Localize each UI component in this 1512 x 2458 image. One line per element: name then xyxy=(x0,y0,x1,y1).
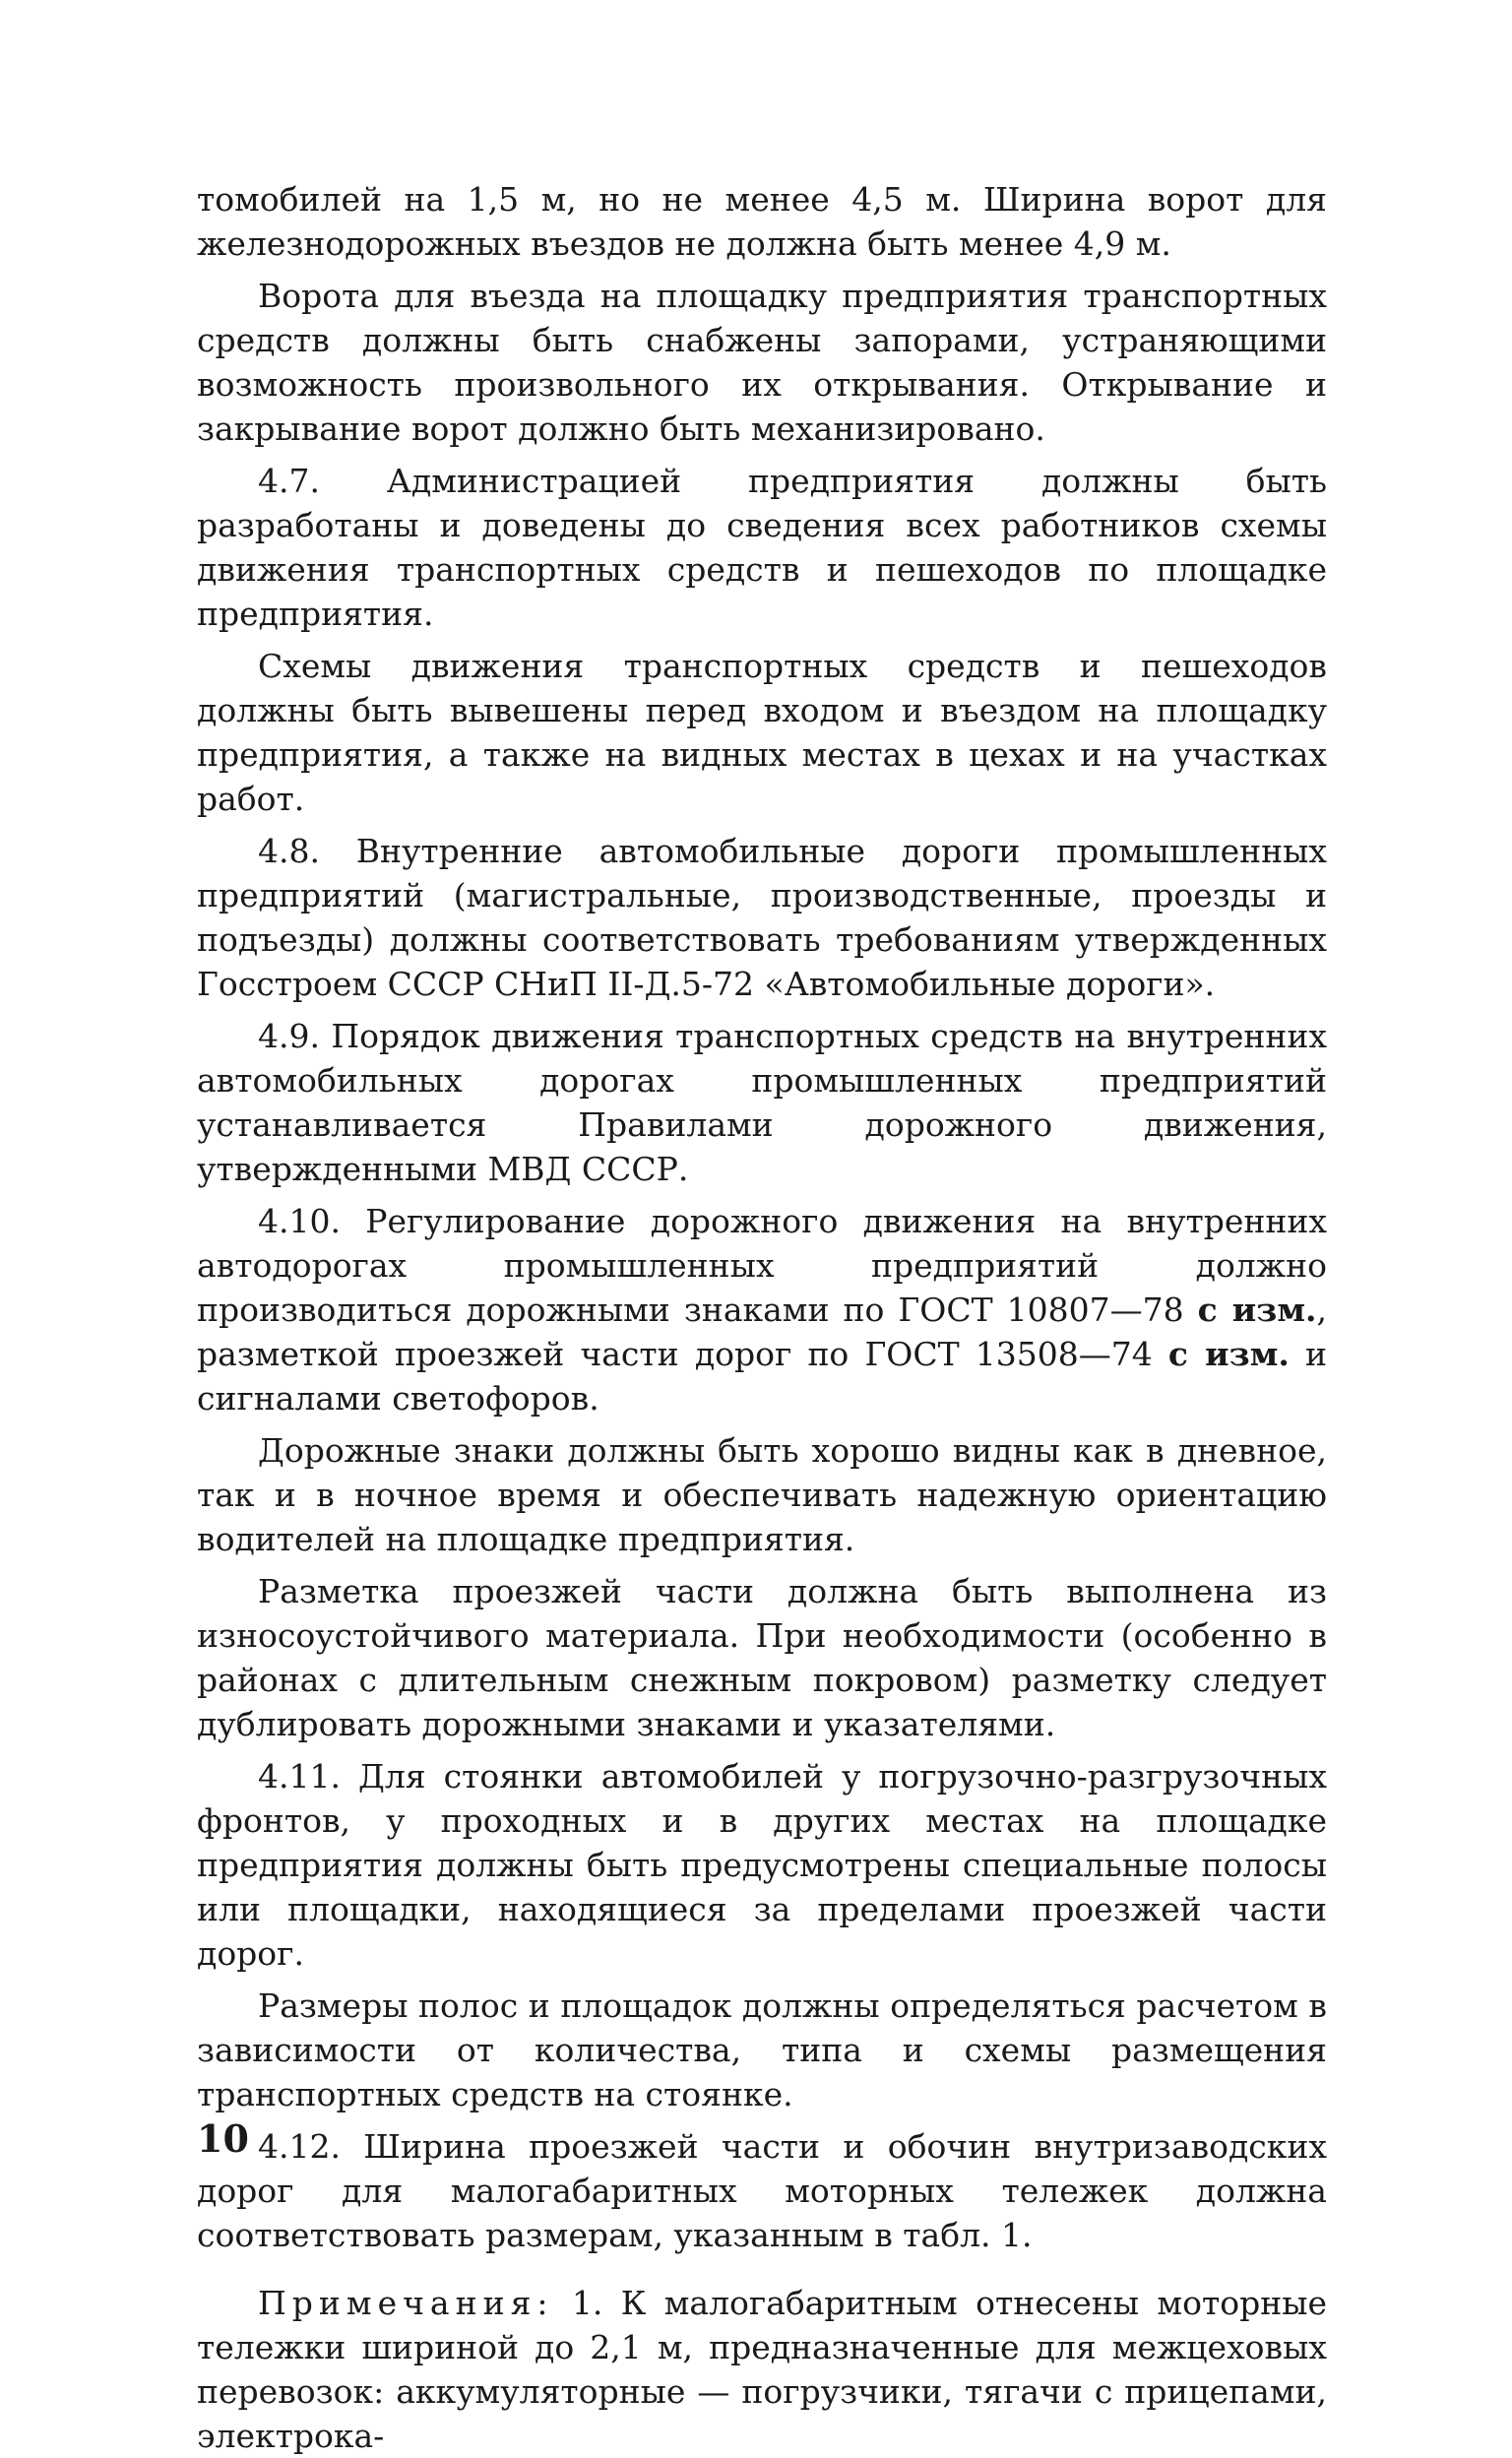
paragraph-marking: Разметка проезжей части должна быть выполнена из износоустойчивого материала. При необходимости (особенно в районах с длительным снежным покровом) разметку следует дублировать дорожными знаками и указателями. xyxy=(197,1572,1327,1743)
paragraph-notes xyxy=(197,2281,1327,2458)
paragraph-4-12: 4.12. Ширина проезжей части и обочин внутризаводских дорог для малогабаритных моторных тележек должна соответствовать размерам, указанным в табл. 1. xyxy=(197,2127,1327,2254)
document-page xyxy=(197,177,1327,2458)
paragraph-gates: Ворота для въезда на площадку предприятия транспортных средств должны быть снабжены запорами, устраняющими возможность произвольного их открывания. Открывание и закрывание ворот должно быть механизировано. xyxy=(197,277,1327,448)
paragraph-continuation: томобилей на 1,5 м, но не менее 4,5 м. Ширина ворот для железнодорожных въездов не должна быть менее 4,9 м. xyxy=(197,180,1327,263)
paragraph-4-10 xyxy=(197,1199,1327,1420)
notes-label: Примечания: xyxy=(258,2284,554,2322)
paragraph-traffic-schemes: Схемы движения транспортных средств и пешеходов должны быть вывешены перед входом и въездом на площадку предприятия, а также на видных местах в цехах и на участках работ. xyxy=(197,647,1327,818)
paragraph-parking-size: Размеры полос и площадок должны определяться расчетом в зависимости от количества, типа и схемы размещения транспортных средств на стоянке. xyxy=(197,1986,1327,2113)
paragraph-4-10-amend-1: с изм. xyxy=(1197,1291,1317,1329)
page-number: 10 xyxy=(197,2116,249,2161)
paragraph-road-signs: Дорожные знаки должны быть хорошо видны как в дневное, так и в ночное время и обеспечивать надежную ориентацию водителей на площадке предприятия. xyxy=(197,1431,1327,1558)
paragraph-4-10-amend-2: с изм. xyxy=(1167,1335,1290,1373)
paragraph-4-11: 4.11. Для стоянки автомобилей у погрузочно-разгрузочных фронтов, у проходных и в других местах на площадке предприятия должны быть предусмотрены специальные полосы или площадки, находящиеся за пределами проезжей части дорог. xyxy=(197,1757,1327,1973)
paragraph-4-10-part-c: , разметкой проезжей части дорог по ГОСТ 13508—74 xyxy=(197,1291,1327,1373)
notes-text: 1. К малогабаритным отнесены моторные тележки шириной до 2,1 м, предназначенные для межцеховых перевозок: аккумуляторные — погрузчики, тягачи с прицепами, электрока- xyxy=(197,2284,1327,2455)
paragraph-4-7: 4.7. Администрацией предприятия должны быть разработаны и доведены до сведения всех работников схемы движения транспортных средств и пешеходов по площадке предприятия. xyxy=(197,462,1327,633)
paragraph-4-10-part-a: 4.10. Регулирование дорожного движения на внутренних автодорогах промышленных предприятий должно производиться дорожными знаками по ГОСТ 10807—78 xyxy=(197,1202,1327,1329)
paragraph-4-9: 4.9. Порядок движения транспортных средств на внутренних автомобильных дорогах промышленных предприятий устанавливается Правилами дорожного движения, утвержденными МВД СССР. xyxy=(197,1017,1327,1188)
paragraph-4-10-part-e: и сигналами светофоров. xyxy=(197,1335,1327,1418)
paragraph-4-8: 4.8. Внутренние автомобильные дороги промышленных предприятий (магистральные, производственные, проезды и подъезды) должны соответствовать требованиям утвержденных Госстроем СССР СНиП II-Д.5-72 «Автомобильные дороги». xyxy=(197,832,1327,1003)
